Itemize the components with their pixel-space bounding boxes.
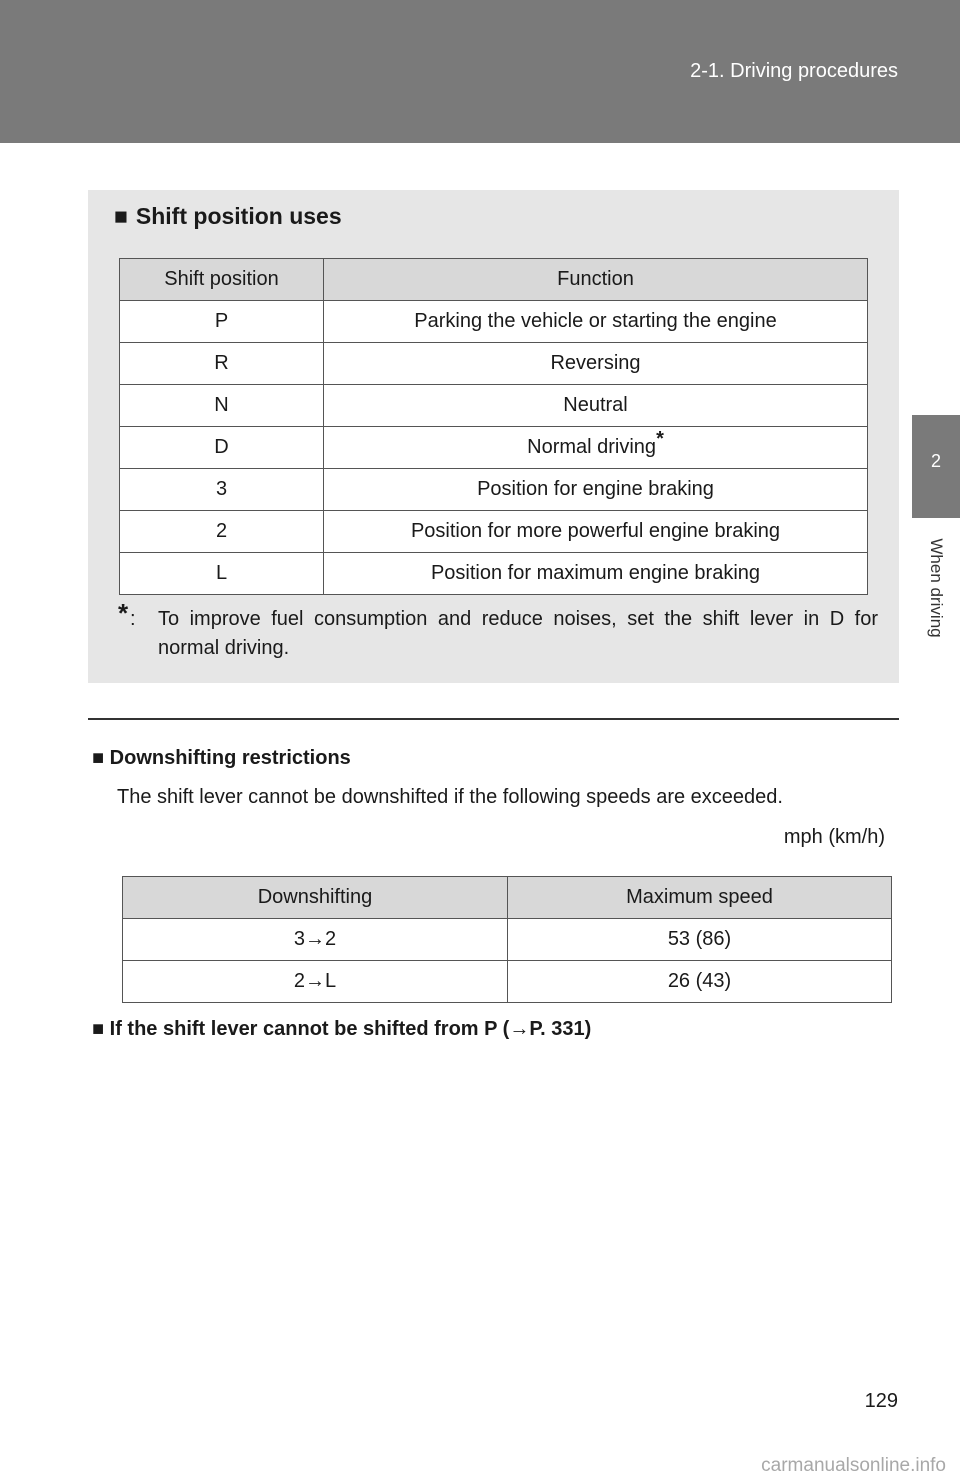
table-row: [120, 427, 868, 469]
asterisk-mark: *: [656, 428, 664, 450]
table-row: [120, 553, 868, 595]
shift-position-cell: 2: [120, 511, 324, 553]
shift-position-table: [119, 258, 868, 595]
function-text: Normal driving: [527, 436, 657, 458]
function-cell: Parking the vehicle or starting the engine: [324, 301, 868, 343]
table-row: [120, 343, 868, 385]
function-cell: [324, 427, 868, 469]
downshift-table: [122, 876, 892, 1003]
function-cell: Position for maximum engine braking: [324, 553, 868, 595]
square-bullet-icon: ■: [92, 747, 105, 769]
function-cell: Reversing: [324, 343, 868, 385]
downshift-cell: 3→2: [123, 919, 508, 961]
square-bullet-icon: ■: [114, 203, 128, 229]
shift-from-p-text: If the shift lever cannot be shifted from P (→P. 331): [109, 1018, 592, 1040]
function-cell: Position for engine braking: [324, 469, 868, 511]
downshift-heading-text: Downshifting restrictions: [109, 747, 351, 769]
shift-position-cell: 3: [120, 469, 324, 511]
page-header-band: [0, 0, 960, 143]
chapter-tab: 2: [912, 415, 960, 518]
function-cell: Position for more powerful engine braking: [324, 511, 868, 553]
table-row: [123, 961, 892, 1003]
square-bullet-icon: ■: [92, 1018, 105, 1040]
max-speed-cell: 26 (43): [508, 961, 892, 1003]
table-row: [120, 301, 868, 343]
shift-position-cell: P: [120, 301, 324, 343]
shift-position-cell: D: [120, 427, 324, 469]
downshift-body: The shift lever cannot be downshifted if the following speeds are exceeded.: [117, 786, 783, 808]
table-row: [120, 385, 868, 427]
table-row: [123, 919, 892, 961]
table-row: [120, 511, 868, 553]
table-row: [120, 469, 868, 511]
footnote-text: To improve fuel consumption and reduce noises, set the shift lever in D for normal driving.: [158, 608, 878, 659]
section-divider: [88, 718, 899, 720]
footnote-colon: :: [130, 608, 136, 630]
footnote-asterisk: *: [118, 598, 129, 628]
header-shift-position: Shift position: [120, 259, 324, 301]
section-title: 2-1. Driving procedures: [690, 60, 898, 82]
shift-position-cell: L: [120, 553, 324, 595]
header-downshifting: Downshifting: [123, 877, 508, 919]
table-header-row: [120, 259, 868, 301]
watermark: carmanualsonline.info: [761, 1455, 946, 1476]
function-cell: Neutral: [324, 385, 868, 427]
table-header-row: [123, 877, 892, 919]
downshift-cell: 2→L: [123, 961, 508, 1003]
shift-from-p-heading: [92, 1018, 591, 1041]
shift-position-cell: R: [120, 343, 324, 385]
max-speed-cell: 53 (86): [508, 919, 892, 961]
page-number: 129: [864, 1390, 898, 1412]
panel-heading: [114, 203, 342, 230]
footnote: [118, 598, 878, 663]
chapter-label: When driving: [927, 538, 946, 638]
downshift-heading: [92, 747, 351, 770]
speed-unit-label: mph (km/h): [783, 826, 885, 848]
shift-position-cell: N: [120, 385, 324, 427]
panel-heading-text: Shift position uses: [135, 203, 342, 229]
header-function: Function: [324, 259, 868, 301]
header-maximum-speed: Maximum speed: [508, 877, 892, 919]
